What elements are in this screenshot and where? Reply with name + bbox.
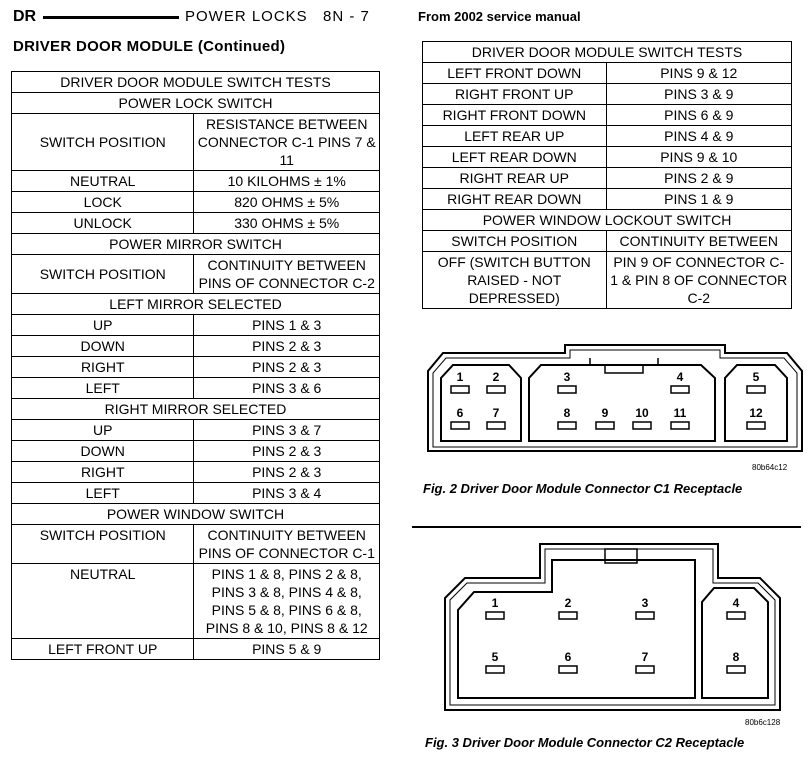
c1-pin-label: 4: [676, 370, 684, 384]
table-cell: LEFT FRONT UP: [12, 639, 194, 660]
header-page-number: 8N - 7: [323, 8, 370, 25]
table-cell: PINS 9 & 10: [606, 147, 792, 168]
connector-c2-pins: [486, 596, 745, 673]
c1-pin-terminal: [747, 422, 765, 429]
table-row: [423, 168, 792, 189]
table-cell: PINS 3 & 6: [194, 378, 380, 399]
figure-divider: [412, 526, 801, 528]
c1-pin-label: 2: [492, 370, 500, 384]
c2-pin-terminal: [636, 666, 654, 673]
table-cell: RIGHT FRONT UP: [423, 84, 607, 105]
table-row: [423, 84, 792, 105]
table-cell: PINS 2 & 3: [194, 462, 380, 483]
table-row: [12, 639, 380, 660]
table-row: [12, 171, 380, 192]
table-cell: UNLOCK: [12, 213, 194, 234]
table-cell: RIGHT FRONT DOWN: [423, 105, 607, 126]
table-row: [423, 252, 792, 309]
table-subheading: POWER WINDOW SWITCH: [12, 504, 380, 525]
table-row: [12, 213, 380, 234]
connector-c2-diagram: [440, 540, 790, 715]
table-cell: LOCK: [12, 192, 194, 213]
table-row: [12, 336, 380, 357]
c2-pin-label: 2: [564, 596, 572, 610]
page-header: [13, 8, 613, 30]
header-note: From 2002 service manual: [418, 9, 581, 24]
table-row: [423, 63, 792, 84]
table-cell: PINS 2 & 3: [194, 357, 380, 378]
table-cell: PINS 3 & 4: [194, 483, 380, 504]
c1-pin-label: 12: [749, 406, 763, 420]
table-cell: PINS 2 & 3: [194, 441, 380, 462]
c2-pin-terminal: [559, 612, 577, 619]
table-cell: DOWN: [12, 441, 194, 462]
table-row: [12, 462, 380, 483]
table-cell: DOWN: [12, 336, 194, 357]
table-cell: PINS 5 & 9: [194, 639, 380, 660]
right-switch-tests-table: [422, 41, 792, 309]
table-cell: LEFT FRONT DOWN: [423, 63, 607, 84]
c1-pin-terminal: [451, 422, 469, 429]
c2-pin-label: 6: [564, 650, 572, 664]
table-cell: LEFT REAR UP: [423, 126, 607, 147]
table-cell: PINS 1 & 8, PINS 2 & 8, PINS 3 & 8, PINS 4 & 8, PINS 5 & 8, PINS 6 & 8, PINS 8 & 10, PINS 8 & 12: [194, 564, 380, 639]
table-subheading: RIGHT MIRROR SELECTED: [12, 399, 380, 420]
c1-pin-terminal: [558, 386, 576, 393]
table-subheading: POWER LOCK SWITCH: [12, 93, 380, 114]
table-cell: NEUTRAL: [12, 171, 194, 192]
table-row: [423, 189, 792, 210]
table-row: [423, 126, 792, 147]
table-row: [12, 357, 380, 378]
c1-pin-label: 6: [456, 406, 464, 420]
c2-pin-label: 7: [641, 650, 649, 664]
table-row: [12, 192, 380, 213]
table-row: [12, 564, 380, 639]
figure-3-code: 80b6c128: [745, 718, 781, 727]
figure-2-caption: Fig. 2 Driver Door Module Connector C1 Receptacle: [423, 481, 743, 496]
table-row: [423, 147, 792, 168]
c1-pin-label: 10: [635, 406, 649, 420]
c2-pin-label: 4: [732, 596, 740, 610]
header-rule: [43, 16, 179, 19]
table-cell: PINS 3 & 9: [606, 84, 792, 105]
c2-pin-label: 3: [641, 596, 649, 610]
connector-c1-pins: [451, 370, 765, 429]
table-cell: LEFT: [12, 378, 194, 399]
table-cell: LEFT: [12, 483, 194, 504]
c2-pin-terminal: [636, 612, 654, 619]
table-cell: 10 KILOHMS ± 1%: [194, 171, 380, 192]
c2-pin-terminal: [486, 666, 504, 673]
c2-pin-terminal: [727, 612, 745, 619]
table-row: [12, 483, 380, 504]
c2-pin-terminal: [559, 666, 577, 673]
table-cell: 330 OHMS ± 5%: [194, 213, 380, 234]
table-cell: RIGHT: [12, 357, 194, 378]
connector-c1-diagram: [425, 343, 805, 463]
c2-pin-label: 5: [491, 650, 499, 664]
c2-pin-label: 8: [732, 650, 740, 664]
table-row: [12, 378, 380, 399]
c2-pin-terminal: [727, 666, 745, 673]
c1-pin-terminal: [633, 422, 651, 429]
c1-pin-label: 5: [752, 370, 760, 384]
column-header: SWITCH POSITION: [423, 231, 607, 252]
table-cell: PIN 9 OF CONNECTOR C-1 & PIN 8 OF CONNECTOR C-2: [606, 252, 792, 309]
table-subheading: POWER MIRROR SWITCH: [12, 234, 380, 255]
table-subheading: POWER WINDOW LOCKOUT SWITCH: [423, 210, 792, 231]
c1-pin-label: 11: [673, 406, 687, 420]
figure-2-code: 80b64c12: [752, 463, 788, 472]
header-dr: DR: [13, 8, 37, 25]
table-cell: OFF (SWITCH BUTTON RAISED - NOT DEPRESSED): [423, 252, 607, 309]
table-cell: RIGHT REAR DOWN: [423, 189, 607, 210]
column-header: SWITCH POSITION: [12, 114, 194, 171]
section-title: DRIVER DOOR MODULE (Continued): [13, 38, 286, 55]
table-cell: PINS 4 & 9: [606, 126, 792, 147]
figure-3-caption: Fig. 3 Driver Door Module Connector C2 Receptacle: [425, 735, 745, 750]
table-cell: PINS 6 & 9: [606, 105, 792, 126]
table-title: DRIVER DOOR MODULE SWITCH TESTS: [12, 72, 380, 93]
table-cell: NEUTRAL: [12, 564, 194, 639]
table-row: [12, 441, 380, 462]
table-cell: UP: [12, 315, 194, 336]
header-section: POWER LOCKS: [185, 8, 308, 25]
c1-pin-label: 7: [492, 406, 500, 420]
c1-pin-label: 9: [601, 406, 609, 420]
column-header: CONTINUITY BETWEEN PINS OF CONNECTOR C-1: [194, 525, 380, 564]
c1-pin-terminal: [451, 386, 469, 393]
c1-pin-terminal: [487, 386, 505, 393]
column-header: SWITCH POSITION: [12, 255, 194, 294]
table-row: [423, 105, 792, 126]
table-cell: RIGHT: [12, 462, 194, 483]
table-cell: PINS 3 & 7: [194, 420, 380, 441]
table-subheading: LEFT MIRROR SELECTED: [12, 294, 380, 315]
c2-pin-terminal: [486, 612, 504, 619]
table-row: [12, 420, 380, 441]
c1-pin-terminal: [596, 422, 614, 429]
table-cell: UP: [12, 420, 194, 441]
table-cell: LEFT REAR DOWN: [423, 147, 607, 168]
column-header: CONTINUITY BETWEEN: [606, 231, 792, 252]
c1-pin-label: 3: [563, 370, 571, 384]
table-cell: PINS 1 & 3: [194, 315, 380, 336]
table-cell: PINS 2 & 3: [194, 336, 380, 357]
table-row: [12, 315, 380, 336]
table-title: DRIVER DOOR MODULE SWITCH TESTS: [423, 42, 792, 63]
c2-pin-label: 1: [491, 596, 499, 610]
c1-pin-terminal: [671, 422, 689, 429]
c1-pin-label: 1: [456, 370, 464, 384]
table-cell: PINS 9 & 12: [606, 63, 792, 84]
table-cell: PINS 2 & 9: [606, 168, 792, 189]
c1-pin-terminal: [747, 386, 765, 393]
c1-pin-label: 8: [563, 406, 571, 420]
column-header: CONTINUITY BETWEEN PINS OF CONNECTOR C-2: [194, 255, 380, 294]
table-cell: PINS 1 & 9: [606, 189, 792, 210]
table-cell: 820 OHMS ± 5%: [194, 192, 380, 213]
column-header: SWITCH POSITION: [12, 525, 194, 564]
table-cell: RIGHT REAR UP: [423, 168, 607, 189]
column-header: RESISTANCE BETWEEN CONNECTOR C-1 PINS 7 & 11: [194, 114, 380, 171]
c1-pin-terminal: [487, 422, 505, 429]
c1-pin-terminal: [671, 386, 689, 393]
c1-pin-terminal: [558, 422, 576, 429]
left-switch-tests-table: [11, 71, 380, 660]
